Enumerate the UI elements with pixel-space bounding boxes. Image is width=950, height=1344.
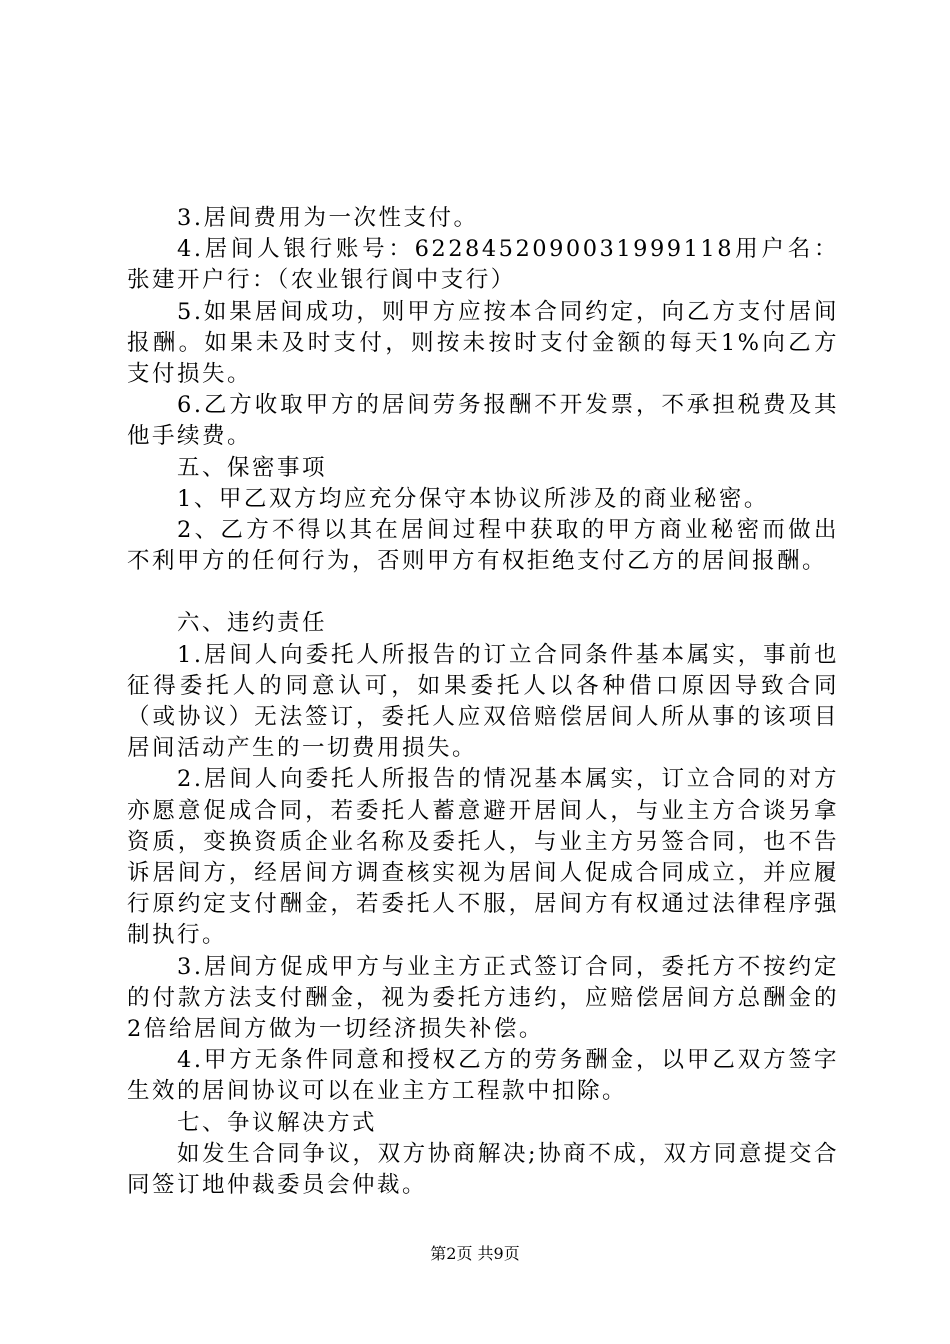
document-body (127, 203, 839, 1201)
paragraph-breach-4: 4.甲方无条件同意和授权乙方的劳务酬金，以甲乙双方签字生效的居间协议可以在业主方工程款中扣除。 (127, 1047, 839, 1105)
paragraph-breach-3: 3.居间方促成甲方与业主方正式签订合同，委托方不按约定的付款方法支付酬金，视为委托方违约，应赔偿居间方总酬金的2倍给居间方做为一切经济损失补偿。 (127, 953, 839, 1043)
page-footer (0, 1244, 950, 1264)
paragraph-breach-2: 2.居间人向委托人所报告的情况基本属实，订立合同的对方亦愿意促成合同，若委托人蓄意避开居间人，与业主方合谈另拿资质，变换资质企业名称及委托人，与业主方另签合同，也不告诉居间方，经居间方调查核实视为居间人促成合同成立，并应履行原约定支付酬金，若委托人不服，居间方有权通过法律程序强制执行。 (127, 766, 839, 949)
section-heading-confidentiality: 五、保密事项 (177, 454, 328, 481)
paragraph-confidentiality-1: 1、甲乙双方均应充分保守本协议所涉及的商业秘密。 (177, 485, 769, 512)
paragraph-fee-one-time: 3.居间费用为一次性支付。 (177, 205, 479, 231)
paragraph-breach-1: 1.居间人向委托人所报告的订立合同条件基本属实，事前也征得委托人的同意认可，如果委托人以各种借口原因导致合同（或协议）无法签订，委托人应双倍赔偿居间人所从事的该项目居间活动产生的一切费用损失。 (127, 641, 839, 762)
paragraph-confidentiality-2: 2、乙方不得以其在居间过程中获取的甲方商业秘密而做出不利甲方的任何行为，否则甲方有权拒绝支付乙方的居间报酬。 (127, 517, 839, 575)
paragraph-no-invoice: 6.乙方收取甲方的居间劳务报酬不开发票，不承担税费及其他手续费。 (127, 392, 839, 450)
section-heading-breach: 六、违约责任 (177, 610, 328, 637)
paragraph-dispute: 如发生合同争议，双方协商解决;协商不成，双方同意提交合同签订地仲裁委员会仲裁。 (127, 1140, 839, 1199)
paragraph-payment-terms: 5.如果居间成功，则甲方应按本合同约定，向乙方支付居间报酬。如果未及时支付，则按未按时支付金额的每天1%向乙方支付损失。 (127, 298, 839, 388)
paragraph-bank-account: 4.居间人银行账号：6228452090031999118用户名：张建开户行：（农业银行阆中支行） (127, 236, 839, 294)
section-heading-dispute: 七、争议解决方式 (177, 1109, 378, 1136)
page-indicator: 第2页 共9页 (430, 1244, 520, 1263)
